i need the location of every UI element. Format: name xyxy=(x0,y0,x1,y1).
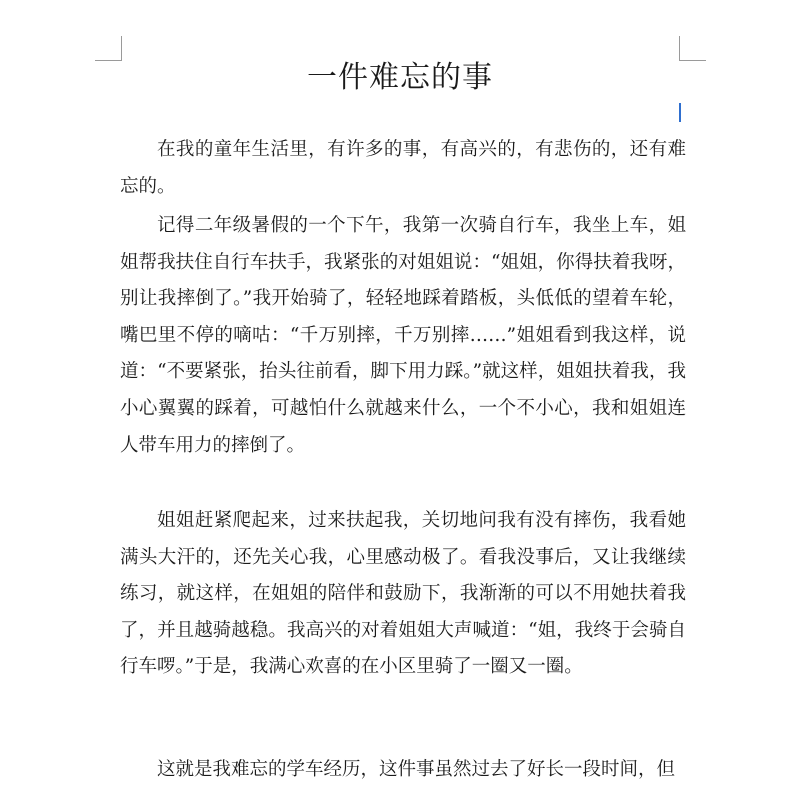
paragraph-3[interactable]: 姐姐赶紧爬起来，过来扶起我，关切地问我有没有摔伤，我看她满头大汗的，还先关心我，心里感动极了。看我没事后，又让我继续练习，就这样，在姐姐的陪伴和鼓励下，我渐渐的可以不用她扶着我了，并且越骑越稳。我高兴的对着姐姐大声喊道：“姐，我终于会骑自行车啰。”于是，我满心欢喜的在小区里骑了一圈又一圈。 xyxy=(120,510,686,678)
paragraph-2[interactable]: 记得二年级暑假的一个下午，我第一次骑自行车，我坐上车，姐姐帮我扶住自行车扶手，我紧张的对姐姐说：“姐姐，你得扶着我呀，别让我摔倒了。”我开始骑了，轻轻地踩着踏板，头低低的望着车轮，嘴巴里不停的嘀咕：“千万别摔，千万别摔……”姐姐看到我这样，说道：“不要紧张，抬头往前看，脚下用力踩。”就这样，姐姐扶着我，我小心翼翼的踩着，可越怕什么就越来什么，一个不小心，我和姐姐连人带车用力的摔倒了。 xyxy=(120,215,686,456)
text-cursor xyxy=(679,103,681,122)
document-title[interactable]: 一件难忘的事 xyxy=(307,60,493,95)
paragraph-1[interactable]: 在我的童年生活里，有许多的事，有高兴的，有悲伤的，还有难忘的。 xyxy=(120,139,686,197)
paragraph-4[interactable]: 这就是我难忘的学车经历，这件事虽然过去了好长一段时间，但 xyxy=(157,759,676,780)
